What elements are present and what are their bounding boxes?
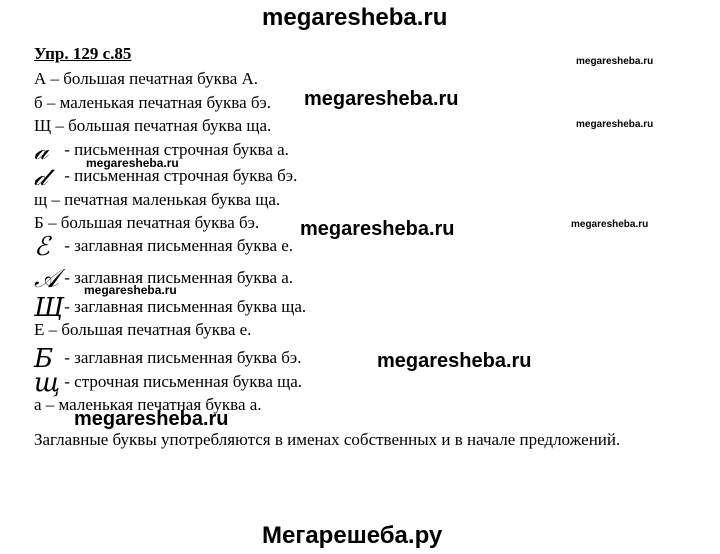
line-text: б – маленькая печатная буква бэ.: [34, 93, 272, 112]
watermark-mid-3: megaresheba.ru: [377, 350, 532, 372]
line-6: [34, 190, 280, 210]
line-text: Б – большая печатная буква бэ.: [34, 213, 260, 232]
script-letter-e-upper: ℰ: [34, 232, 50, 263]
script-letter-a-lower: 𝒶: [34, 136, 49, 167]
line-text: - строчная письменная буква ща.: [60, 372, 303, 391]
line-text: Е – большая печатная буква е.: [34, 320, 252, 339]
script-letter-shcha-upper: Щ: [34, 293, 64, 324]
line-2: [34, 93, 271, 113]
watermark-mid-4: megaresheba.ru: [74, 408, 229, 430]
watermark-small-1: megaresheba.ru: [576, 56, 654, 67]
watermark-mid-1: megaresheba.ru: [304, 88, 459, 110]
line-10: [34, 293, 307, 324]
line-3: [34, 116, 271, 136]
line-text: - письменная строчная буква бэ.: [60, 166, 298, 185]
line-11: [34, 320, 251, 340]
line-text: - заглавная письменная буква а.: [60, 268, 294, 287]
watermark-small-3: megaresheba.ru: [571, 219, 649, 230]
script-letter-be-upper: Б: [34, 344, 54, 375]
watermark-small-2: megaresheba.ru: [576, 119, 654, 130]
line-13: [34, 368, 303, 399]
script-letter-be-lower: 𝒹: [34, 162, 48, 193]
script-letter-a-upper: 𝒜: [34, 264, 59, 295]
line-text: - письменная строчная буква а.: [60, 140, 289, 159]
line-text: - заглавная письменная буква ща.: [60, 297, 307, 316]
line-12: [34, 344, 302, 375]
line-text: щ – печатная маленькая буква ща.: [34, 190, 281, 209]
watermark-top: megaresheba.ru: [262, 4, 448, 31]
exercise-heading: Упр. 129 с.85: [34, 44, 132, 63]
line-text: А – большая печатная буква А.: [34, 69, 259, 88]
watermark-small-5: megaresheba.ru: [84, 283, 177, 297]
line-text: - заглавная письменная буква бэ.: [60, 348, 302, 367]
line-text: - заглавная письменная буква е.: [60, 236, 294, 255]
script-letter-shcha-lower: щ: [34, 368, 61, 399]
conclusion-paragraph: Заглавные буквы употребляются в именах собственных и в начале предложений.: [34, 430, 621, 449]
line-1: [34, 69, 258, 89]
line-8: [34, 232, 294, 263]
watermark-mid-2: megaresheba.ru: [300, 218, 455, 240]
line-text: а – маленькая печатная буква а.: [34, 395, 262, 414]
line-7: [34, 213, 259, 233]
watermark-footer: Мегарешеба.ру: [262, 522, 443, 549]
watermark-small-4: megaresheba.ru: [86, 156, 179, 170]
line-text: Щ – большая печатная буква ща.: [34, 116, 272, 135]
